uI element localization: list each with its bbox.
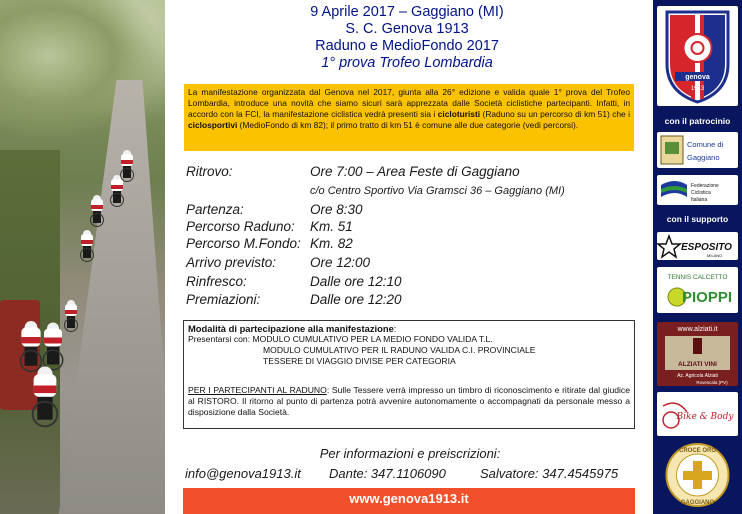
intro-text: (MedioFondo di km 82); il primo tratto di km 51 è comune alle due categorie (vedi percorsi). <box>237 120 579 130</box>
alziati-logo <box>657 322 738 386</box>
cyclist-figure <box>17 321 46 369</box>
pioppi-logo <box>657 267 738 313</box>
bike-icon <box>657 392 738 436</box>
contact-dante: Dante: 347.1106090 <box>329 466 446 481</box>
svg-text:TENNIS CALCETTO: TENNIS CALCETTO <box>667 274 728 281</box>
svg-text:GAGGIANO: GAGGIANO <box>680 500 715 506</box>
svg-text:Rovescala (PV): Rovescala (PV) <box>696 380 728 385</box>
sponsor-column <box>653 0 742 514</box>
info-heading: Per informazioni e preiscrizioni: <box>319 446 501 461</box>
website-link[interactable]: www.genova1913.it <box>349 491 469 506</box>
esposito-star-icon <box>657 232 738 260</box>
participation-box <box>183 320 635 429</box>
intro-cicloturisti: cicloturisti <box>437 109 481 119</box>
patrocinio-label: con il patrocinio <box>664 116 731 126</box>
premiazioni-value: Dalle ore 12:20 <box>310 292 402 307</box>
genova-logo <box>657 6 738 106</box>
svg-text:1913: 1913 <box>690 86 705 92</box>
participation-title: Modalità di partecipazione alla manifestazione <box>188 323 394 334</box>
contact-salvatore: Salvatore: 347.4545975 <box>480 466 619 481</box>
wine-bottle-icon <box>657 322 738 386</box>
svg-text:Italiana: Italiana <box>691 197 708 203</box>
participation-line-2: MODULO CUMULATIVO PER IL RADUNO VALIDA C.I. PROVINCIALE <box>263 345 536 355</box>
intro-box <box>184 84 634 151</box>
croce-oro-emblem-icon <box>657 442 738 508</box>
svg-text:ALZIATI VINI: ALZIATI VINI <box>678 361 717 368</box>
svg-text:PIOPPI: PIOPPI <box>681 289 733 306</box>
website-banner[interactable] <box>183 488 635 514</box>
intro-ciclosportivi: ciclosportivi <box>188 120 238 130</box>
cyclists-photo <box>0 0 165 514</box>
partenza-label: Partenza: <box>186 202 244 217</box>
participation-line-3: TESSERE DI VIAGGIO DIVISE PER CATEGORIA <box>263 356 456 366</box>
fci-flag-icon <box>657 175 738 205</box>
comune-gaggiano-logo <box>657 132 738 168</box>
event-date-place: 9 Aprile 2017 – Gaggiano (MI) <box>310 4 504 20</box>
ritrovo-value: Ore 7:00 – Area Feste di Gaggiano <box>310 164 520 179</box>
fci-logo <box>657 175 738 205</box>
intro-text: La manifestazione organizzata dal Genova nel 2017, giunta alla 26° edizione e valida quale 1° prova del Trofeo Lombardia, introduce una novità che siamo sicuri sarà apprezzata dalle Società ciclistiche partecipanti. Infatti, in accordo con la FCI, la manifestazione ciclistica vedrà presenti sia i <box>188 87 630 119</box>
rinfresco-label: Rinfresco: <box>186 274 247 289</box>
svg-text:Az. Agricola Alziati: Az. Agricola Alziati <box>677 373 718 379</box>
svg-text:Comune di: Comune di <box>687 140 724 149</box>
genova-shield-icon <box>657 6 738 106</box>
bike-body-logo <box>657 392 738 436</box>
svg-text:www.alziati.it: www.alziati.it <box>677 326 718 333</box>
event-header <box>185 4 629 72</box>
mfondo-label: Percorso M.Fondo: <box>186 236 301 251</box>
cyclist-figure <box>78 230 96 260</box>
svg-text:Federazione: Federazione <box>691 183 719 189</box>
mfondo-value: Km. 82 <box>310 236 353 251</box>
participation-line-1: Presentarsi con: MODULO CUMULATIVO PER LA MEDIO FONDO VALIDA T.L. <box>188 334 493 344</box>
comune-crest-icon <box>657 132 738 168</box>
arrivo-label: Arrivo previsto: <box>186 255 277 270</box>
svg-text:Bike & Body: Bike & Body <box>676 412 734 422</box>
premiazioni-label: Premiazioni: <box>186 292 261 307</box>
participation-title-row: Modalità di partecipazione alla manifestazione: <box>188 323 397 334</box>
arrivo-value: Ore 12:00 <box>310 255 371 270</box>
raduno-label: Percorso Raduno: <box>186 219 295 234</box>
tennis-ball-icon <box>657 267 738 313</box>
esposito-logo <box>657 232 738 260</box>
svg-text:ESPOSITO: ESPOSITO <box>681 242 732 253</box>
supporto-label: con il supporto <box>666 214 729 224</box>
raduno-participants-label: PER I PARTECIPANTI AL RADUNO <box>188 385 327 395</box>
cyclist-figure <box>88 195 106 225</box>
ritrovo-label: Ritrovo: <box>186 164 233 179</box>
svg-text:MILANO: MILANO <box>707 253 723 258</box>
photo-road <box>45 80 165 514</box>
ritrovo-address: c/o Centro Sportivo Via Gramsci 36 – Gaggiano (MI) <box>310 185 565 197</box>
partenza-value: Ore 8:30 <box>310 202 363 217</box>
cyclist-figure <box>108 175 126 205</box>
trophy-name: 1° prova Trofeo Lombardia <box>321 55 493 71</box>
raduno-participants-note <box>188 385 630 418</box>
cyclist-figure <box>28 367 62 424</box>
club-name: S. C. Genova 1913 <box>345 21 469 37</box>
croce-oro-logo <box>657 442 738 508</box>
svg-text:Gaggiano: Gaggiano <box>687 153 720 162</box>
raduno-participants-text: : Sulle Tessere verrà impresso un timbro di riconoscimento e ritirate dal giudice al RISTORO. Il ritorno al punto di partenza potrà avvenire autonomamente o accompagnati da personale messo a disposizione dalla Società. <box>188 385 630 417</box>
contact-email[interactable]: info@genova1913.it <box>185 466 301 481</box>
raduno-value: Km. 51 <box>310 219 353 234</box>
svg-text:CROCE ORO: CROCE ORO <box>678 448 717 454</box>
rinfresco-value: Dalle ore 12:10 <box>310 274 402 289</box>
intro-text: (Raduno su un percorso di km 51) che i <box>480 109 630 119</box>
svg-text:genova: genova <box>685 74 710 81</box>
svg-text:Ciclistica: Ciclistica <box>691 190 711 196</box>
event-name: Raduno e MedioFondo 2017 <box>315 38 499 54</box>
